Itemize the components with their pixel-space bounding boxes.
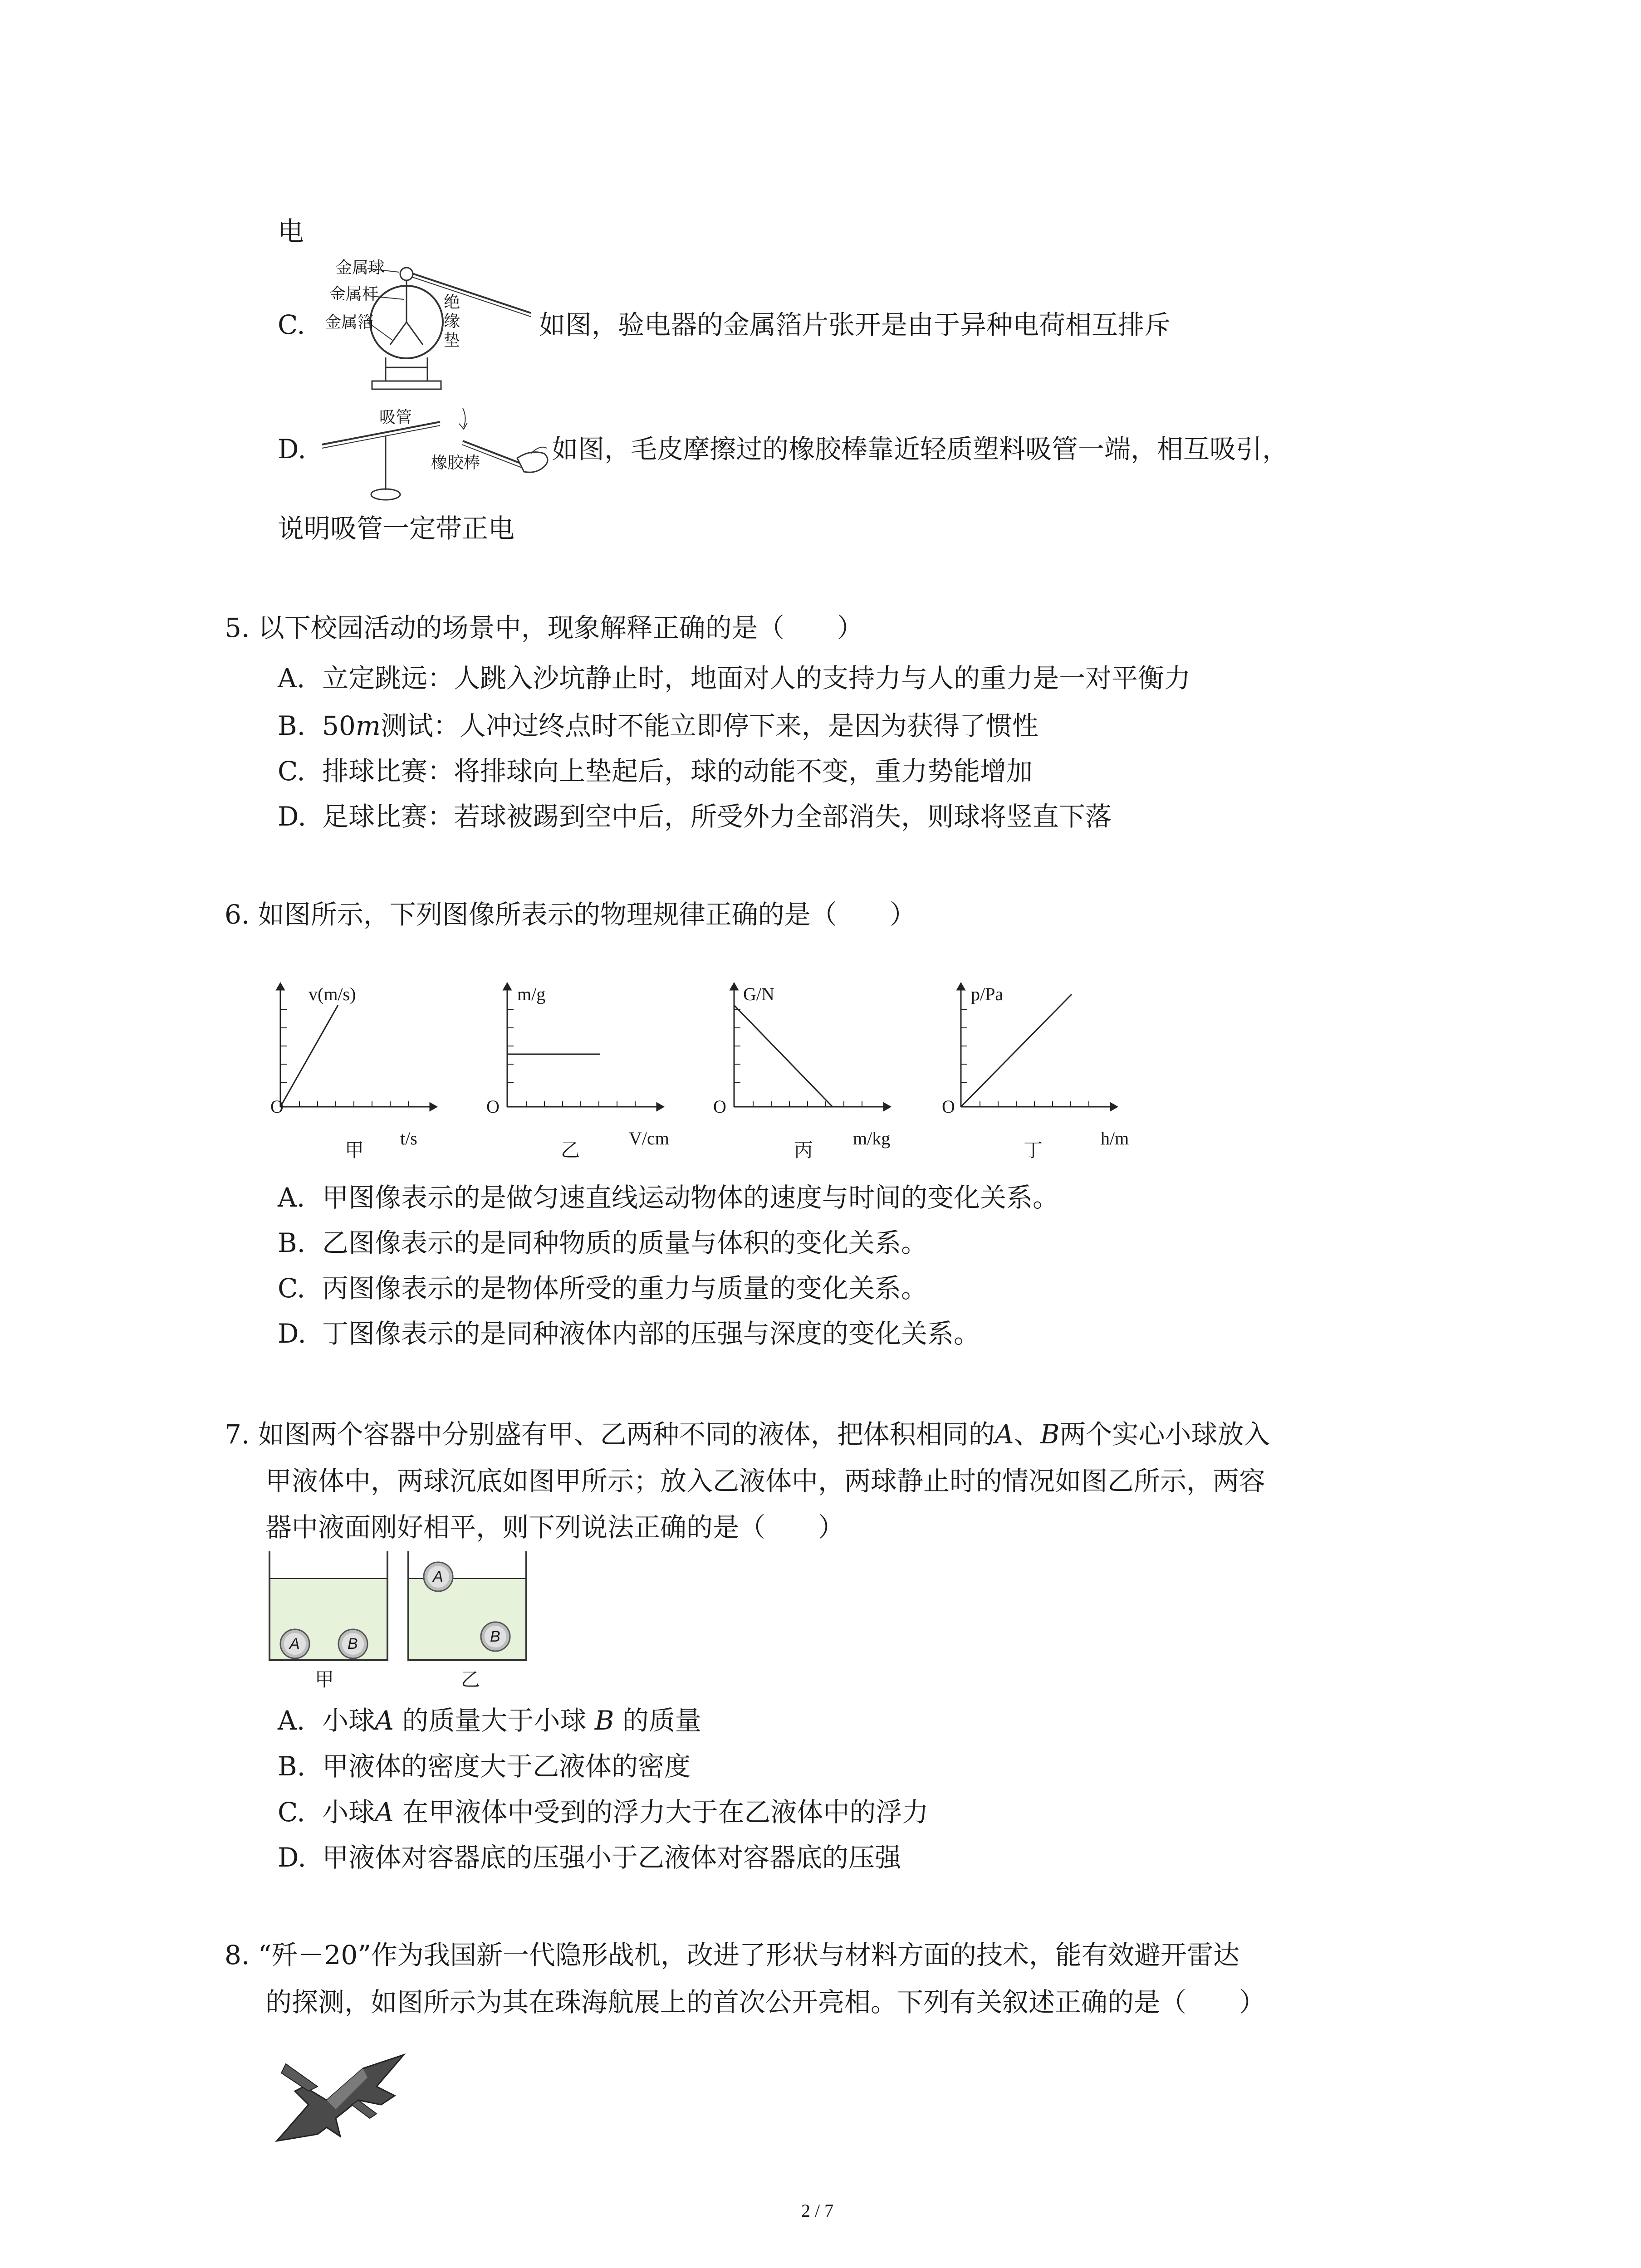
q7-option-a-p1: 小球 (322, 1705, 375, 1736)
graph-4-origin: O (942, 1096, 955, 1117)
q5-option-b-number: 50 (322, 710, 356, 741)
ball-a-label-right: A (433, 1568, 443, 1585)
graph-2-xlabel: V/cm (629, 1128, 669, 1149)
q8-stem-line-2: 的探测，如图所示为其在珠海航展上的首次公开亮相。下列有关叙述正确的是（ ） (265, 1987, 1266, 2018)
q7-option-a-p2: 的质量大于小球 (393, 1705, 595, 1736)
q4-option-d-text: 如图，毛皮摩擦过的橡胶棒靠近轻质塑料吸管一端，相互吸引， (552, 434, 1289, 464)
page-number: 2 / 7 (801, 2200, 834, 2221)
q7-stem-line-2: 甲液体中，两球沉底如图甲所示；放入乙液体中，两球静止时的情况如图乙所示，两容 (265, 1466, 1266, 1496)
q7-option-c-p2: 在甲液体中受到的浮力大于在乙液体中的浮力 (393, 1797, 929, 1828)
q7-option-a-v1: A (375, 1705, 394, 1736)
q7-option-c-p1: 小球 (322, 1797, 375, 1828)
q7-option-d-letter: D. (278, 1842, 306, 1873)
q5-option-c-text: 排球比赛：将排球向上垫起后，球的动能不变，重力势能增加 (322, 756, 1033, 787)
q5-option-b-body: 测试：人冲过终点时不能立即停下来，是因为获得了惯性 (380, 710, 1038, 741)
label-metal-ball: 金属球 (336, 258, 385, 277)
q5-option-c-letter: C. (278, 756, 305, 787)
q5-option-b-text (322, 708, 1038, 744)
graph-3-origin: O (713, 1096, 726, 1117)
graph-2-name: 乙 (561, 1139, 580, 1161)
q7-stem-line-1 (225, 1416, 1270, 1452)
label-insulating-pad-1: 绝 (444, 293, 460, 311)
graph-1-xlabel: t/s (400, 1128, 417, 1149)
graph-4-name: 丁 (1024, 1139, 1043, 1161)
fighter-jet-image (268, 2037, 413, 2146)
q7-stem-var-b: B (1040, 1419, 1060, 1450)
q5-stem: 5. 以下校园活动的场景中，现象解释正确的是（ ） (225, 612, 863, 643)
graph-1-name: 甲 (345, 1139, 364, 1161)
label-straw: 吸管 (379, 408, 412, 426)
graph-1-origin: O (270, 1096, 284, 1117)
q7-stem-part-1: 7. 如图两个容器中分别盛有甲、乙两种不同的液体，把体积相同的 (225, 1419, 995, 1450)
graph-1-ylabel: v(m/s) (309, 984, 356, 1004)
q7-option-b-letter: B. (278, 1751, 306, 1782)
q5-option-d-letter: D. (278, 801, 306, 832)
q7-option-c-letter: C. (278, 1797, 305, 1828)
q7-option-b-text: 甲液体的密度大于乙液体的密度 (322, 1751, 691, 1782)
graph-3-ylabel: G/N (743, 984, 774, 1004)
graph-2-origin: O (486, 1096, 500, 1117)
q5-option-d-text: 足球比赛：若球被踢到空中后，所受外力全部消失，则球将竖直下落 (322, 801, 1112, 832)
q7-stem-sep: 、 (1014, 1419, 1040, 1450)
q6-option-b-text: 乙图像表示的是同种物质的质量与体积的变化关系。 (322, 1227, 928, 1258)
q7-option-a-letter: A. (278, 1705, 305, 1736)
q7-option-a-p3: 的质量 (614, 1705, 701, 1736)
graph-3-xlabel: m/kg (853, 1128, 891, 1149)
container-left-label: 甲 (315, 1669, 334, 1690)
q6-option-c-text: 丙图像表示的是物体所受的重力与质量的变化关系。 (322, 1273, 928, 1304)
label-metal-foil: 金属箔 (325, 313, 374, 331)
q7-option-d-text: 甲液体对容器底的压强小于乙液体对容器底的压强 (322, 1842, 901, 1873)
q6-option-d-text: 丁图像表示的是同种液体内部的压强与深度的变化关系。 (322, 1318, 980, 1349)
ball-b-label-left: B (348, 1635, 358, 1652)
q6-option-c-letter: C. (278, 1273, 305, 1304)
q7-option-c-text (322, 1794, 928, 1830)
containers-figure (268, 1551, 535, 1669)
q7-option-a-v2: B (594, 1705, 614, 1736)
q7-option-c-v1: A (375, 1797, 394, 1828)
q6-option-a-text: 甲图像表示的是做匀速直线运动物体的速度与时间的变化关系。 (322, 1182, 1059, 1213)
q6-option-d-letter: D. (278, 1318, 306, 1349)
ball-a-label-left: A (289, 1635, 300, 1652)
q6-stem: 6. 如图所示，下列图像所表示的物理规律正确的是（ ） (225, 899, 916, 930)
label-rubber-rod: 橡胶棒 (431, 453, 480, 472)
q7-stem-line-3: 器中液面刚好相平，则下列说法正确的是（ ） (265, 1512, 845, 1543)
q8-stem-line-1: 8. “歼－20”作为我国新一代隐形战机，改进了形状与材料方面的技术，能有效避开雷达 (225, 1940, 1239, 1970)
graph-4-ylabel: p/Pa (971, 984, 1004, 1004)
label-metal-rod: 金属杆 (329, 284, 379, 303)
q5-option-a-text: 立定跳远：人跳入沙坑静止时，地面对人的支持力与人的重力是一对平衡力 (322, 663, 1191, 694)
q5-option-b-unit: m (355, 710, 381, 741)
graph-4-xlabel: h/m (1101, 1128, 1129, 1149)
q6-option-b-letter: B. (278, 1227, 306, 1258)
q4-prev-tail: 电 (278, 216, 304, 247)
q4-option-c-text: 如图，验电器的金属箔片张开是由于异种电荷相互排斥 (539, 309, 1171, 340)
q6-option-a-letter: A. (278, 1182, 305, 1213)
q7-stem-var-a: A (994, 1419, 1014, 1450)
ball-b-label-right: B (490, 1628, 500, 1645)
q5-option-b-letter: B. (278, 710, 306, 741)
q7-stem-part-2: 两个实心小球放入 (1059, 1419, 1270, 1450)
graph-3-name: 丙 (794, 1139, 813, 1161)
q4-option-d-text-cont: 说明吸管一定带正电 (278, 513, 515, 544)
label-insulating-pad-3: 垫 (444, 331, 460, 349)
label-insulating-pad-2: 缘 (444, 312, 460, 330)
q4-option-c-letter: C. (278, 309, 305, 340)
container-right-label: 乙 (461, 1669, 480, 1690)
q7-option-a-text (322, 1702, 701, 1739)
q4-option-d-letter: D. (278, 434, 306, 464)
q5-option-a-letter: A. (278, 663, 305, 694)
q6-graphs-figure (263, 975, 1171, 1166)
graph-2-ylabel: m/g (517, 984, 546, 1004)
